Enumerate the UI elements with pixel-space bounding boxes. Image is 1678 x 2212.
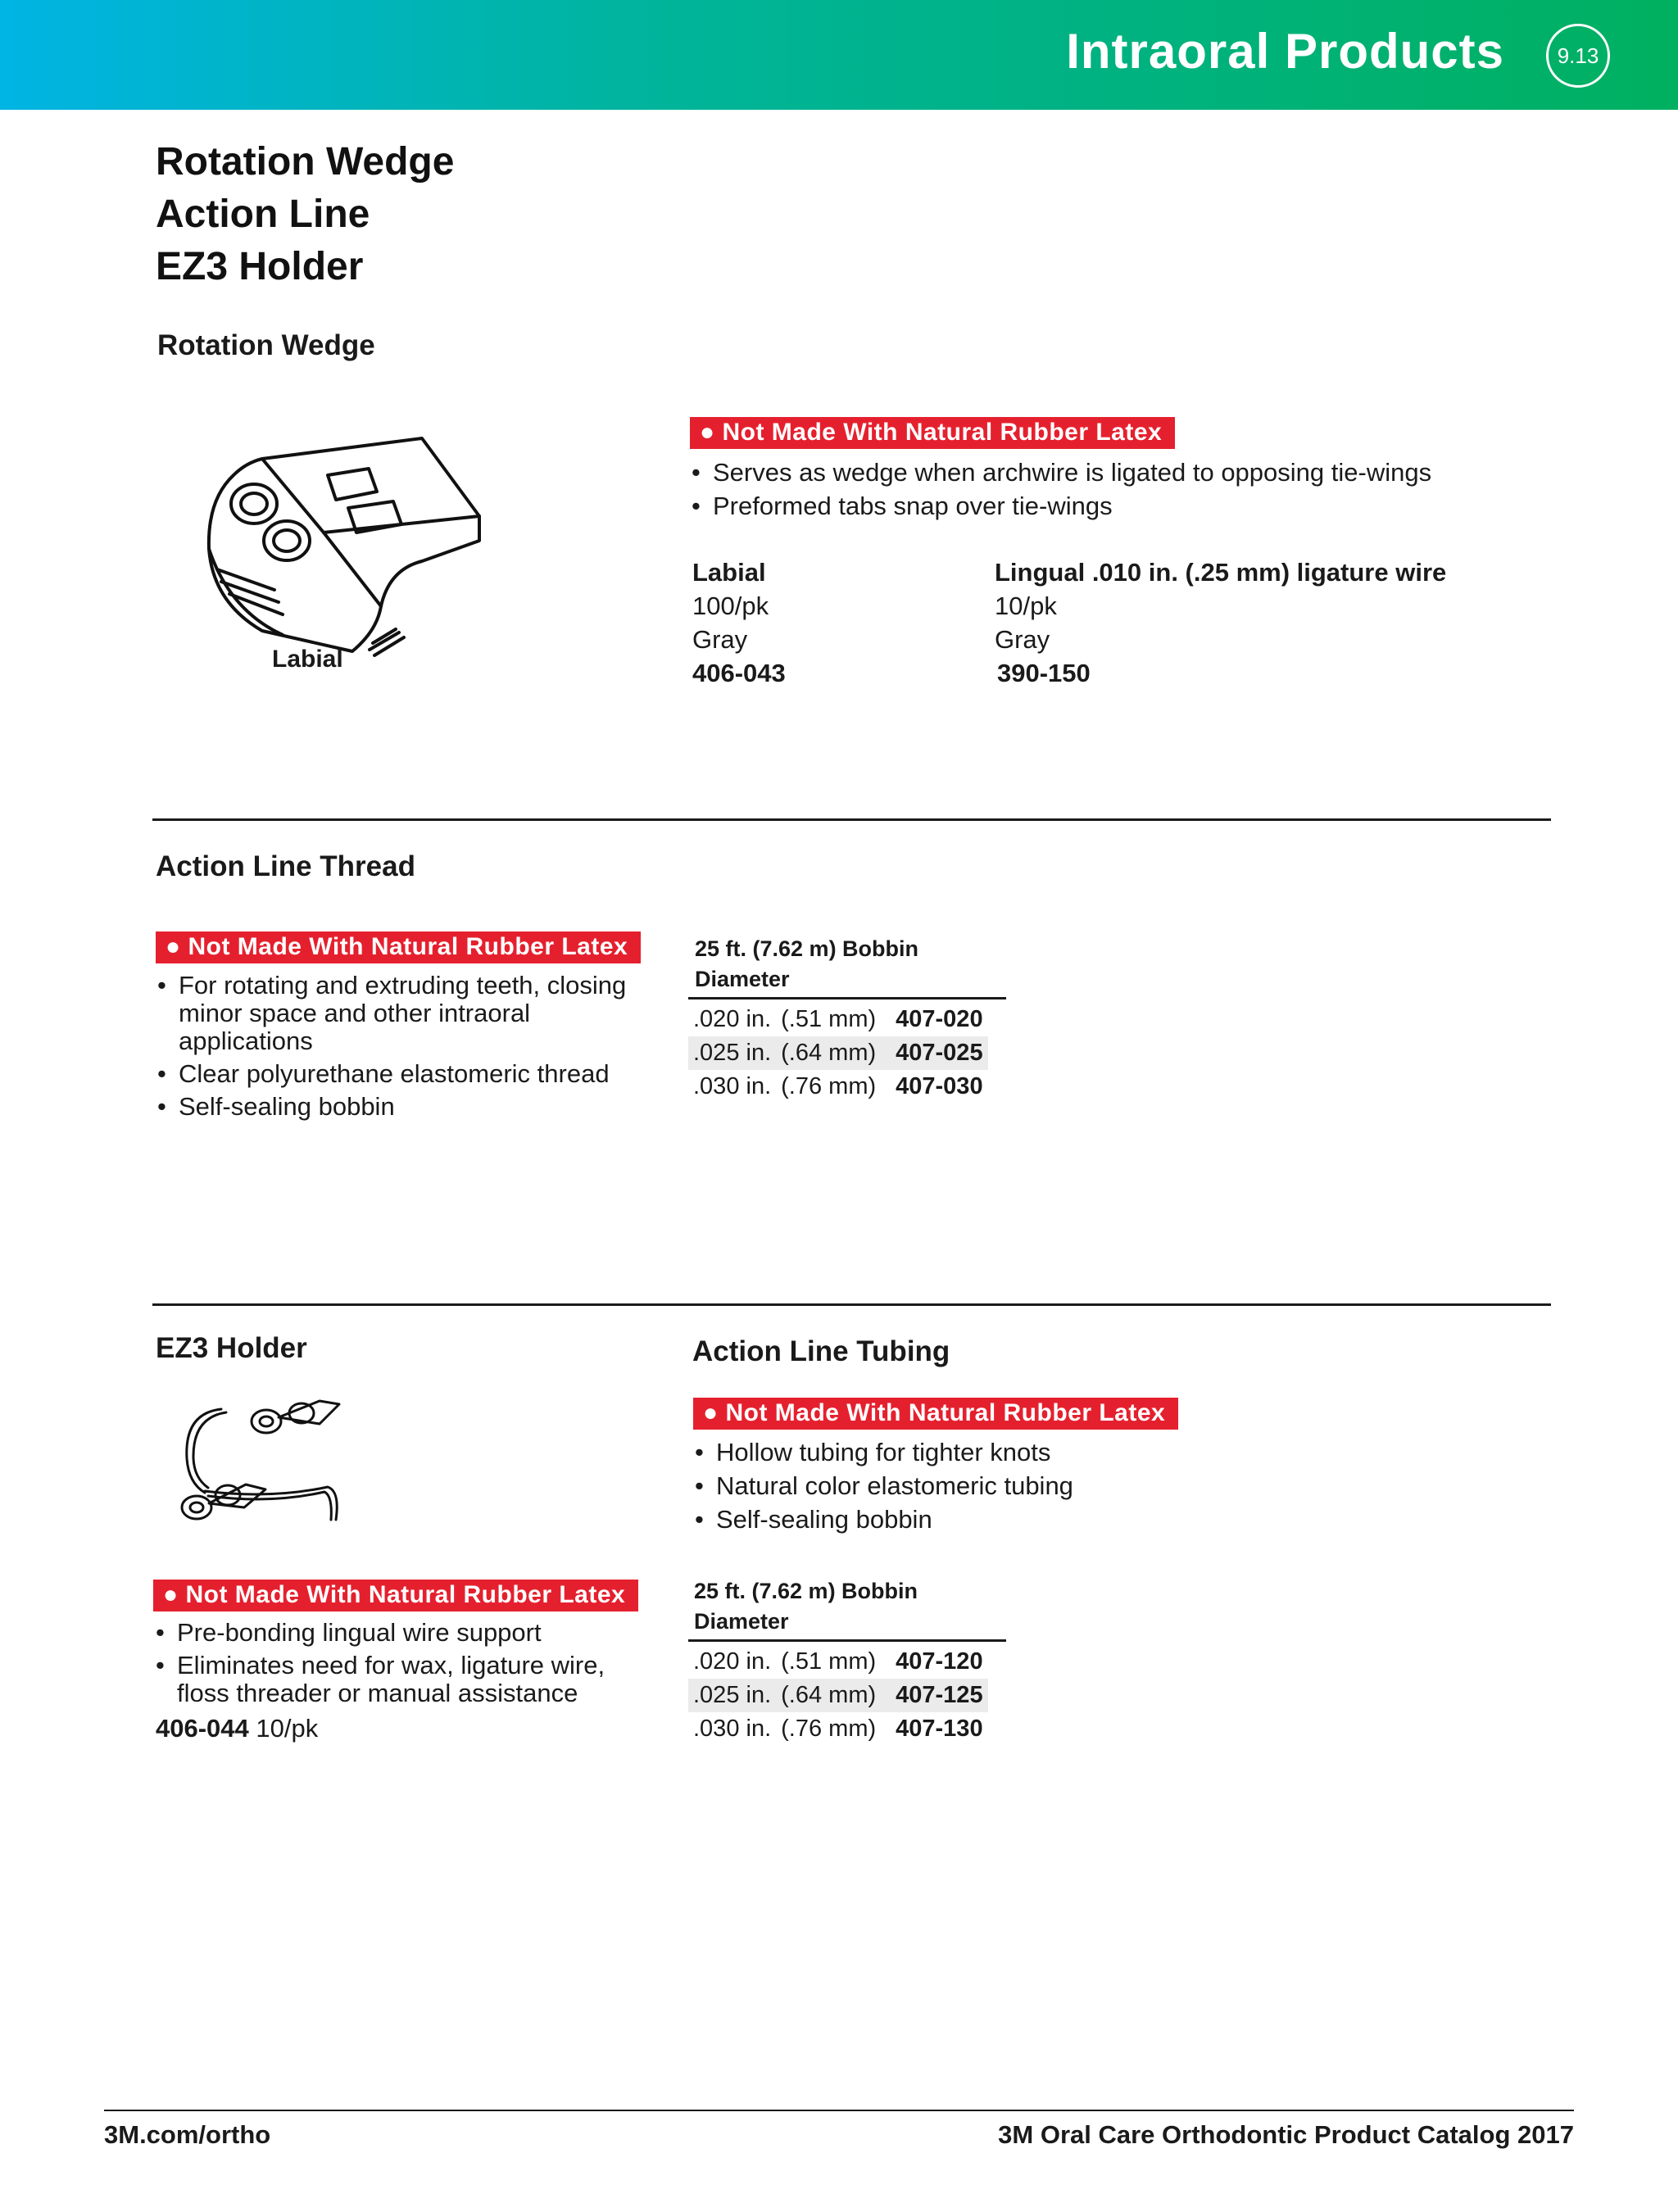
diameter-mm: (.64 mm) bbox=[776, 1679, 881, 1712]
action-line-thread-heading: Action Line Thread bbox=[156, 850, 415, 882]
tubing-size-table bbox=[688, 1576, 1006, 1746]
diameter-inch: .025 in. bbox=[688, 1036, 776, 1070]
thread-features bbox=[156, 972, 631, 1121]
diameter-inch: .025 in. bbox=[688, 1679, 776, 1712]
thread-size-table bbox=[688, 934, 1006, 1104]
diameter-inch: .030 in. bbox=[693, 1716, 772, 1742]
diameter-mm: (.51 mm) bbox=[781, 1648, 877, 1675]
feature-item: • Self-sealing bobbin bbox=[156, 1093, 631, 1121]
page-title-ez3-holder: EZ3 Holder bbox=[156, 245, 364, 288]
section-divider bbox=[152, 1303, 1551, 1306]
labial-quantity: 100/pk bbox=[692, 592, 769, 620]
feature-item: • Clear polyurethane elastomeric thread bbox=[156, 1060, 631, 1088]
lingual-quantity: 10/pk bbox=[995, 592, 1057, 620]
table-rule bbox=[688, 1639, 1006, 1642]
feature-item: • For rotating and extruding teeth, closing minor space and other intraoral applications bbox=[156, 972, 631, 1055]
thread-table-subheading: Diameter bbox=[695, 967, 790, 991]
footer-catalog-title: 3M Oral Care Orthodontic Product Catalog 2017 bbox=[998, 2120, 1574, 2149]
ez3-latex-badge: ● Not Made With Natural Rubber Latex bbox=[153, 1580, 638, 1611]
ez3-holder-heading: EZ3 Holder bbox=[156, 1332, 307, 1364]
thread-table-heading: 25 ft. (7.62 m) Bobbin bbox=[695, 936, 919, 961]
diameter-mm: (.76 mm) bbox=[781, 1716, 877, 1742]
table-row bbox=[688, 1036, 988, 1070]
product-code: 407-020 bbox=[896, 1006, 983, 1032]
diameter-inch: .020 in. bbox=[693, 1648, 772, 1675]
section-divider bbox=[152, 818, 1551, 821]
table-row bbox=[688, 1003, 988, 1036]
ez3-product-code: 406-044 bbox=[156, 1714, 249, 1743]
page-title-rotation-wedge: Rotation Wedge bbox=[156, 140, 455, 184]
rotation-wedge-illustration bbox=[184, 426, 496, 680]
ez3-features bbox=[154, 1619, 629, 1707]
table-row bbox=[688, 1070, 988, 1104]
product-code: 407-030 bbox=[896, 1073, 983, 1099]
feature-item: • Natural color elastomeric tubing bbox=[693, 1469, 1267, 1503]
diameter-inch: .030 in. bbox=[693, 1073, 772, 1099]
labial-heading: Labial bbox=[692, 558, 766, 587]
ez3-holder-illustration bbox=[164, 1393, 352, 1532]
tubing-table-heading: 25 ft. (7.62 m) Bobbin bbox=[694, 1579, 918, 1603]
lingual-heading: Lingual .010 in. (.25 mm) ligature wire bbox=[995, 558, 1447, 587]
table-row bbox=[688, 1679, 988, 1712]
rotation-wedge-latex-badge: ● Not Made With Natural Rubber Latex bbox=[690, 417, 1175, 449]
table-rule bbox=[688, 997, 1006, 999]
diameter-mm: (.64 mm) bbox=[776, 1036, 881, 1070]
tubing-features bbox=[693, 1435, 1267, 1536]
thread-latex-badge: ● Not Made With Natural Rubber Latex bbox=[156, 931, 641, 963]
table-row bbox=[688, 1712, 988, 1746]
lingual-product-code: 390-150 bbox=[997, 659, 1091, 687]
diameter-mm: (.76 mm) bbox=[781, 1073, 877, 1099]
rotation-wedge-heading: Rotation Wedge bbox=[157, 329, 375, 361]
feature-item: • Self-sealing bobbin bbox=[693, 1503, 1267, 1536]
feature-item: • Pre-bonding lingual wire support bbox=[154, 1619, 629, 1647]
labial-color: Gray bbox=[692, 625, 748, 654]
labial-product-code: 406-043 bbox=[692, 659, 786, 687]
lingual-spec bbox=[995, 555, 1446, 690]
section-header-title: Intraoral Products bbox=[1066, 24, 1504, 79]
feature-item: • Serves as wedge when archwire is ligated to opposing tie-wings bbox=[690, 456, 1509, 489]
product-code: 407-125 bbox=[881, 1679, 987, 1712]
footer-divider bbox=[104, 2110, 1574, 2111]
page-number-badge: 9.13 bbox=[1546, 24, 1610, 88]
page-title-action-line: Action Line bbox=[156, 193, 370, 236]
tubing-table-subheading: Diameter bbox=[694, 1609, 789, 1634]
diameter-mm: (.51 mm) bbox=[781, 1006, 877, 1032]
feature-item: • Hollow tubing for tighter knots bbox=[693, 1435, 1267, 1469]
ez3-order-info bbox=[156, 1711, 318, 1745]
action-line-tubing-heading: Action Line Tubing bbox=[692, 1335, 950, 1367]
table-row bbox=[688, 1645, 988, 1679]
ez3-quantity: 10/pk bbox=[256, 1714, 319, 1743]
feature-item: • Eliminates need for wax, ligature wire, floss threader or manual assistance bbox=[154, 1652, 629, 1707]
diameter-inch: .020 in. bbox=[693, 1006, 772, 1032]
feature-item: • Preformed tabs snap over tie-wings bbox=[690, 489, 1509, 523]
lingual-color: Gray bbox=[995, 625, 1050, 654]
labial-spec bbox=[692, 555, 786, 690]
product-code: 407-025 bbox=[881, 1036, 987, 1070]
footer-website-link[interactable]: 3M.com/ortho bbox=[104, 2120, 271, 2149]
product-code: 407-120 bbox=[896, 1648, 983, 1675]
rotation-wedge-features bbox=[690, 456, 1509, 523]
rotation-wedge-image-label: Labial bbox=[272, 646, 343, 673]
tubing-latex-badge: ● Not Made With Natural Rubber Latex bbox=[693, 1398, 1178, 1430]
product-code: 407-130 bbox=[896, 1716, 983, 1742]
